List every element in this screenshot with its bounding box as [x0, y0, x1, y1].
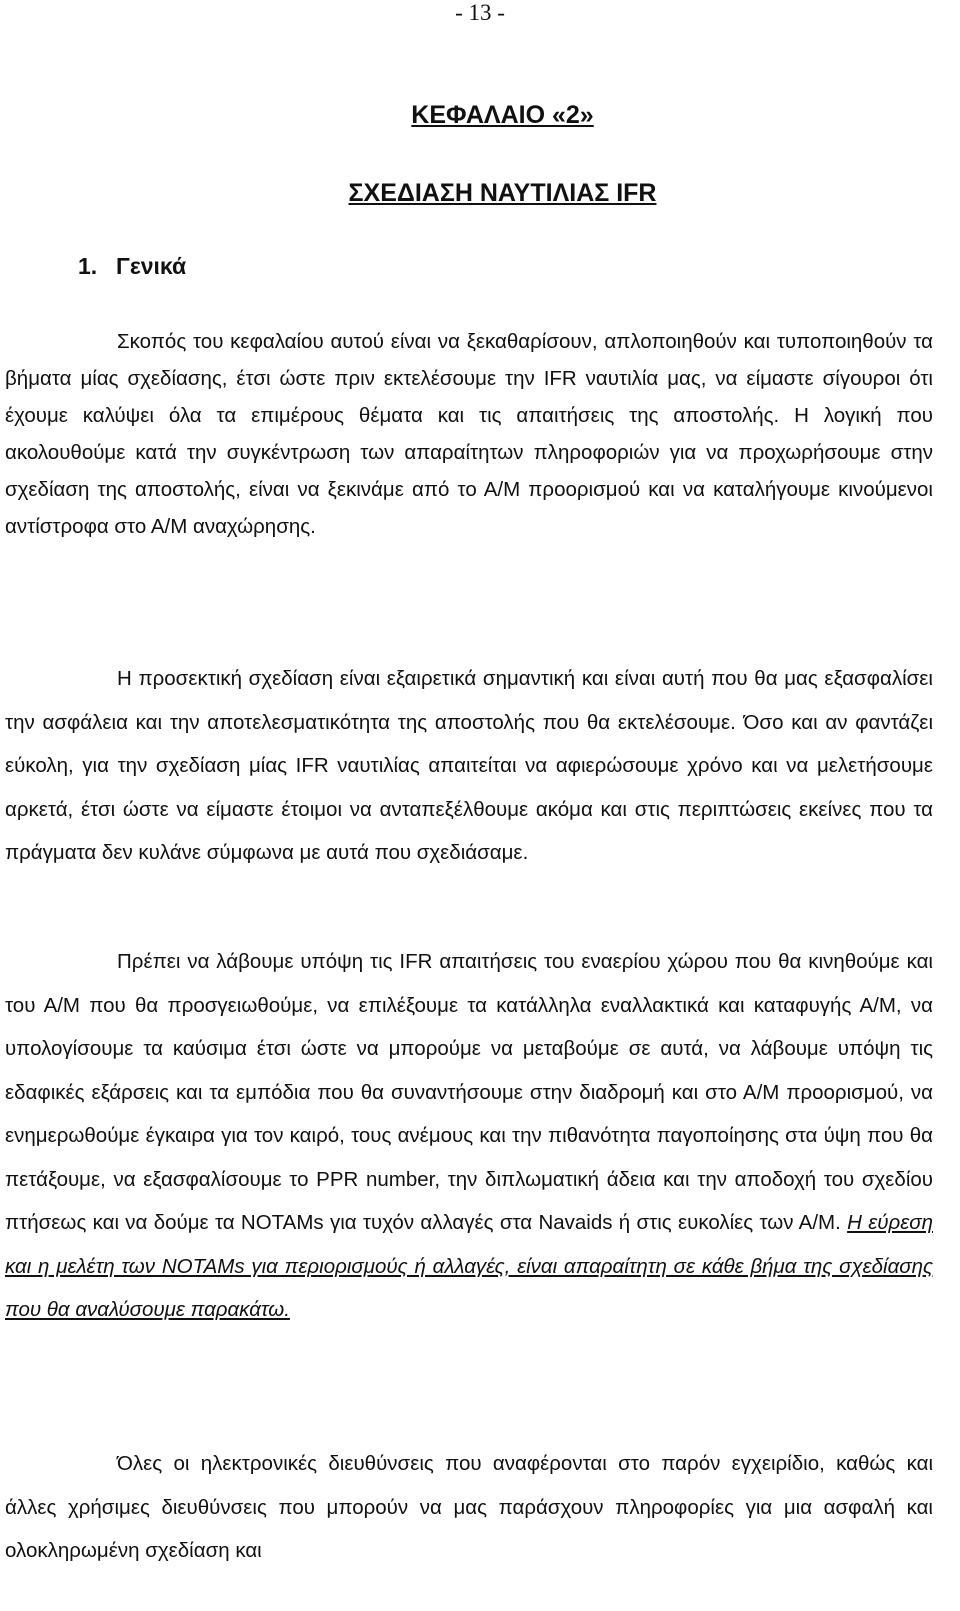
chapter-title: ΚΕΦΑΛΑΙΟ «2»	[411, 101, 594, 129]
chapter-subtitle: ΣΧΕΔΙΑΣΗ ΝΑΥΤΙΛΙΑΣ IFR	[348, 179, 657, 207]
paragraph-3-text: Πρέπει να λάβουμε υπόψη τις IFR απαιτήσεις του εναερίου χώρου που θα κινηθούμε και του Α/Μ που θα προσγειωθούμε, να επιλέξουμε τα κατάλληλα εναλλακτικά και καταφυγής Α/Μ, να υπολογίσουμε τα καύσιμα έτσι ώστε να μπορούμε να μεταβούμε σε αυτά, να λάβουμε υπόψη τις εδαφικές εξάρσεις και τα εμπόδια που θα συναντήσουμε στην διαδρομή και στο Α/Μ προορισμού, να ενημερωθούμε έγκαιρα για τον καιρό, τους ανέμους και την πιθανότητα παγοποίησης στα ύψη που θα πετάξουμε, να εξασφαλίσουμε το PPR number, την διπλωματική άδεια και την αποδοχή του σχεδίου πτήσεως και να δούμε τα NOTAMs για τυχόν αλλαγές στα Navaids ή στις ευκολίες των Α/Μ.	[5, 950, 933, 1234]
section-title: Γενικά	[116, 253, 187, 279]
section-heading	[78, 251, 186, 281]
paragraph-3	[5, 940, 933, 1332]
paragraph-3-emphasis: Η εύρεση και η μελέτη των NOTAMs για περιορισμούς ή αλλαγές, είναι απαραίτητη σε κάθε βήμα της σχεδίασης που θα αναλύσουμε παρακάτω.	[5, 1211, 933, 1321]
paragraph-2: Η προσεκτική σχεδίαση είναι εξαιρετικά σημαντική και είναι αυτή που θα μας εξασφαλίσει την ασφάλεια και την αποτελεσματικότητα της αποστολής που θα εκτελέσουμε. Όσο και αν φαντάζει εύκολη, για την σχεδίαση μίας IFR ναυτιλίας απαιτείται να αφιερώσουμε χρόνο και να μελετήσουμε αρκετά, έτσι ώστε να είμαστε έτοιμοι να ανταπεξέλθουμε ακόμα και στις περιπτώσεις εκείνες που τα πράγματα δεν κυλάνε σύμφωνα με αυτά που σχεδιάσαμε.	[5, 667, 933, 864]
paragraph-4: Όλες οι ηλεκτρονικές διευθύνσεις που αναφέρονται στο παρόν εγχειρίδιο, καθώς και άλλες χρήσιμες διευθύνσεις που μπορούν να μας παράσχουν πληροφορίες για μια ασφαλή και ολοκληρωμένη σχεδίαση και	[5, 1452, 933, 1562]
section-number: 1.	[78, 253, 98, 279]
page-number: - 13 -	[455, 0, 505, 25]
paragraph-1: Σκοπός του κεφαλαίου αυτού είναι να ξεκαθαρίσουν, απλοποιηθούν και τυποποιηθούν τα βήματα μίας σχεδίασης, έτσι ώστε πριν εκτελέσουμε την IFR ναυτιλία μας, να είμαστε σίγουροι ότι έχουμε καλύψει όλα τα επιμέρους θέματα και τις απαιτήσεις της αποστολής. Η λογική που ακολουθούμε κατά την συγκέντρωση των απαραίτητων πληροφοριών για να προχωρήσουμε στην σχεδίαση της αποστολής, είναι να ξεκινάμε από το Α/Μ προορισμού και να καταλήγουμε κινούμενοι αντίστροφα στο Α/Μ αναχώρησης.	[5, 330, 933, 538]
